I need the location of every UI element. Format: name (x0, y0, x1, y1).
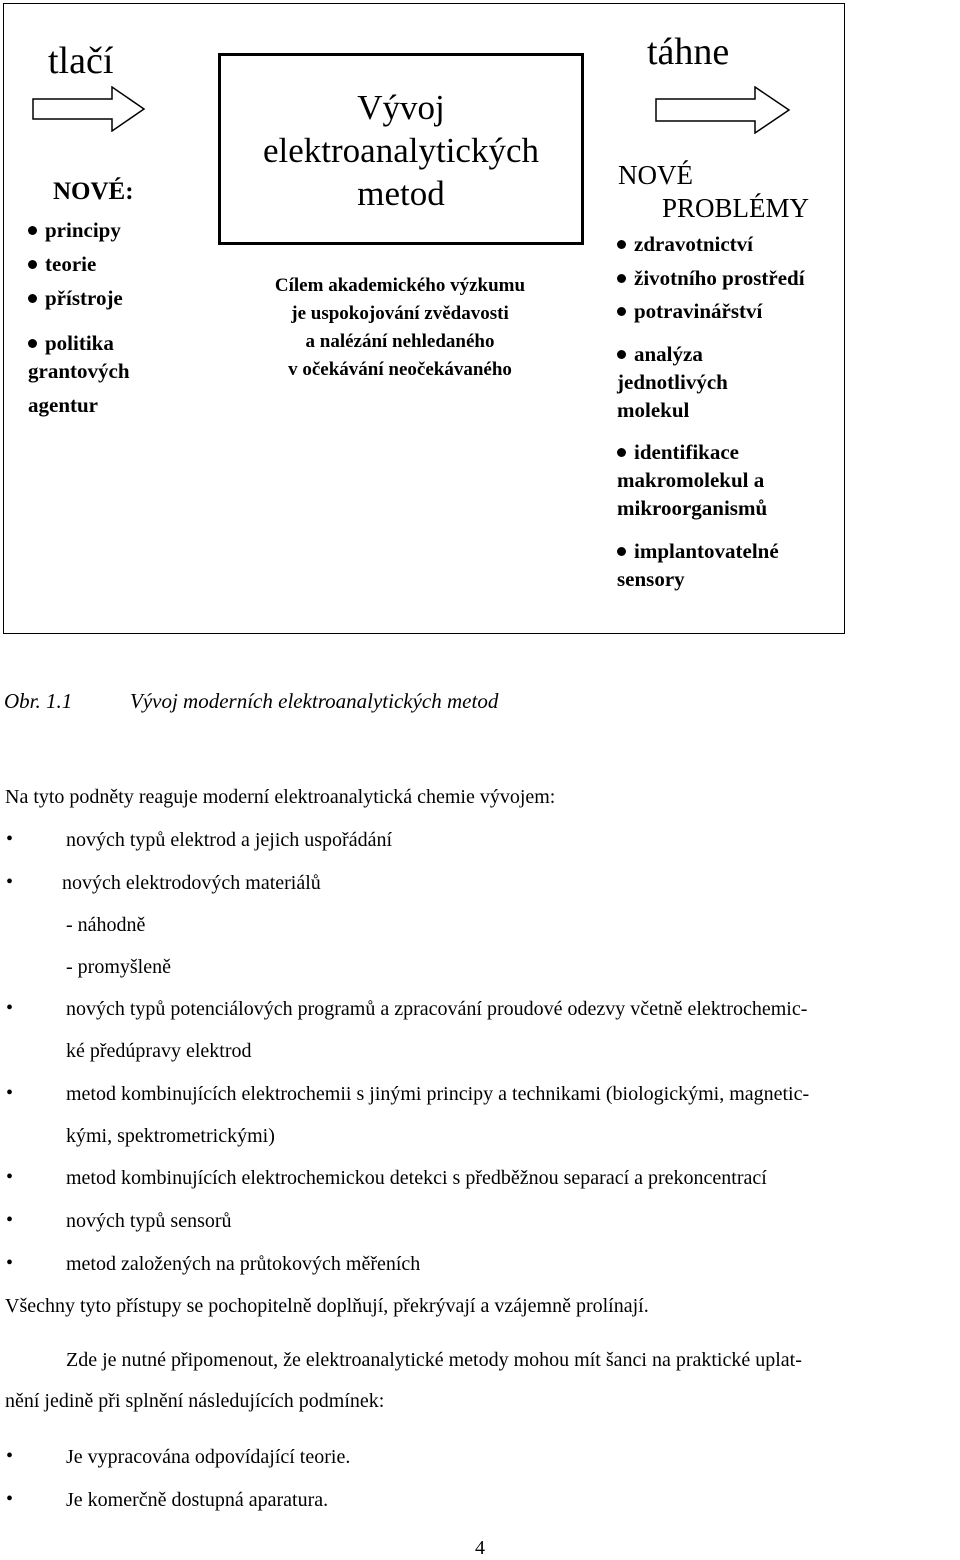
bullet-icon: • (6, 1082, 14, 1104)
bullet-icon (617, 307, 626, 316)
bullet-text: metod kombinujících elektrochemii s jinými principy a technikami (biologickými, magnetic- (66, 1083, 810, 1105)
left-heading: NOVÉ: (53, 178, 134, 205)
right-heading-line2: PROBLÉMY (662, 193, 810, 223)
center-note-line3: a nalézání nehledaného (305, 331, 495, 352)
center-note-line4: v očekávání neočekávaného (288, 359, 512, 380)
right-item: potravinářství (617, 297, 762, 325)
center-title-line1: Vývoj (357, 88, 445, 127)
paragraph-line: Zde je nutné připomenout, že elektroanalytické metody mohou mít šanci na praktické uplat- (66, 1349, 802, 1371)
bullet-icon (617, 350, 626, 359)
bullet-icon (28, 294, 37, 303)
push-arrow-icon (32, 86, 146, 132)
bullet-icon: • (6, 1166, 14, 1188)
right-item: analýza jednotlivých molekul (617, 342, 728, 422)
bullet-text: metod kombinujících elektrochemickou detekci s předběžnou separací a prekoncentrací (66, 1167, 767, 1189)
center-note-line1: Cílem akademického výzkumu (274, 275, 526, 296)
center-note (205, 272, 595, 384)
figure-label: Obr. 1.1 (4, 689, 73, 713)
left-item: politika (28, 329, 114, 357)
left-item-cont: grantových (28, 359, 130, 383)
center-title-line2: elektroanalytických (263, 131, 539, 170)
condition-text: Je komerčně dostupná aparatura. (66, 1489, 329, 1511)
bullet-icon: • (6, 828, 14, 850)
left-item: přístroje (28, 284, 123, 312)
bullet-icon (28, 226, 37, 235)
bullet-icon: • (6, 1209, 14, 1231)
right-item: identifikace makromolekul a mikroorganismů (617, 440, 768, 520)
left-item-cont: agentur (28, 393, 98, 417)
bullet-text-cont: ké předúpravy elektrod (66, 1040, 252, 1062)
sub-item: - promyšleně (66, 956, 171, 978)
bullet-text: metod založených na průtokových měřeních (66, 1253, 421, 1275)
bullet-icon (617, 240, 626, 249)
left-item: principy (28, 216, 121, 244)
center-title-line3: metod (357, 174, 445, 213)
condition-text: Je vypracována odpovídající teorie. (66, 1446, 351, 1468)
bullet-text: nových typů potenciálových programů a zpracování proudové odezvy včetně elektrochemic- (66, 998, 808, 1020)
bullet-text: nových typů elektrod a jejich uspořádání (66, 829, 393, 851)
bullet-icon: • (6, 1252, 14, 1274)
bullet-text: nových elektrodových materiálů (62, 872, 321, 894)
bullet-text: nových typů sensorů (66, 1210, 232, 1232)
paragraph-line: nění jedině při splnění následujících podmínek: (5, 1390, 385, 1412)
figure-caption: Vývoj moderních elektroanalytických metod (130, 689, 499, 713)
bullet-icon (617, 547, 626, 556)
pull-word: táhne (647, 31, 730, 73)
page-number: 4 (475, 1537, 485, 1559)
center-note-line2: je uspokojování zvědavosti (291, 303, 509, 324)
bullet-icon (28, 260, 37, 269)
bullet-icon (617, 448, 626, 457)
pull-arrow-icon (655, 86, 791, 134)
sub-item: - náhodně (66, 914, 146, 936)
bullet-icon: • (6, 1445, 14, 1467)
body-intro: Na tyto podněty reaguje moderní elektroanalytická chemie vývojem: (5, 786, 556, 808)
bullet-text-cont: kými, spektrometrickými) (66, 1125, 275, 1147)
right-item: životního prostředí (617, 264, 805, 292)
center-title-box (218, 53, 584, 245)
right-heading-line1: NOVÉ (618, 160, 693, 190)
bullet-icon (28, 339, 37, 348)
right-item: implantovatelné sensory (617, 539, 779, 591)
bullet-icon: • (6, 997, 14, 1019)
bullet-icon (617, 274, 626, 283)
summary-text: Všechny tyto přístupy se pochopitelně doplňují, překrývají a vzájemně prolínají. (5, 1295, 649, 1317)
push-word: tlačí (48, 40, 114, 82)
left-item: teorie (28, 250, 96, 278)
bullet-icon: • (6, 1488, 14, 1510)
right-item: zdravotnictví (617, 230, 753, 258)
bullet-icon: • (6, 871, 14, 893)
